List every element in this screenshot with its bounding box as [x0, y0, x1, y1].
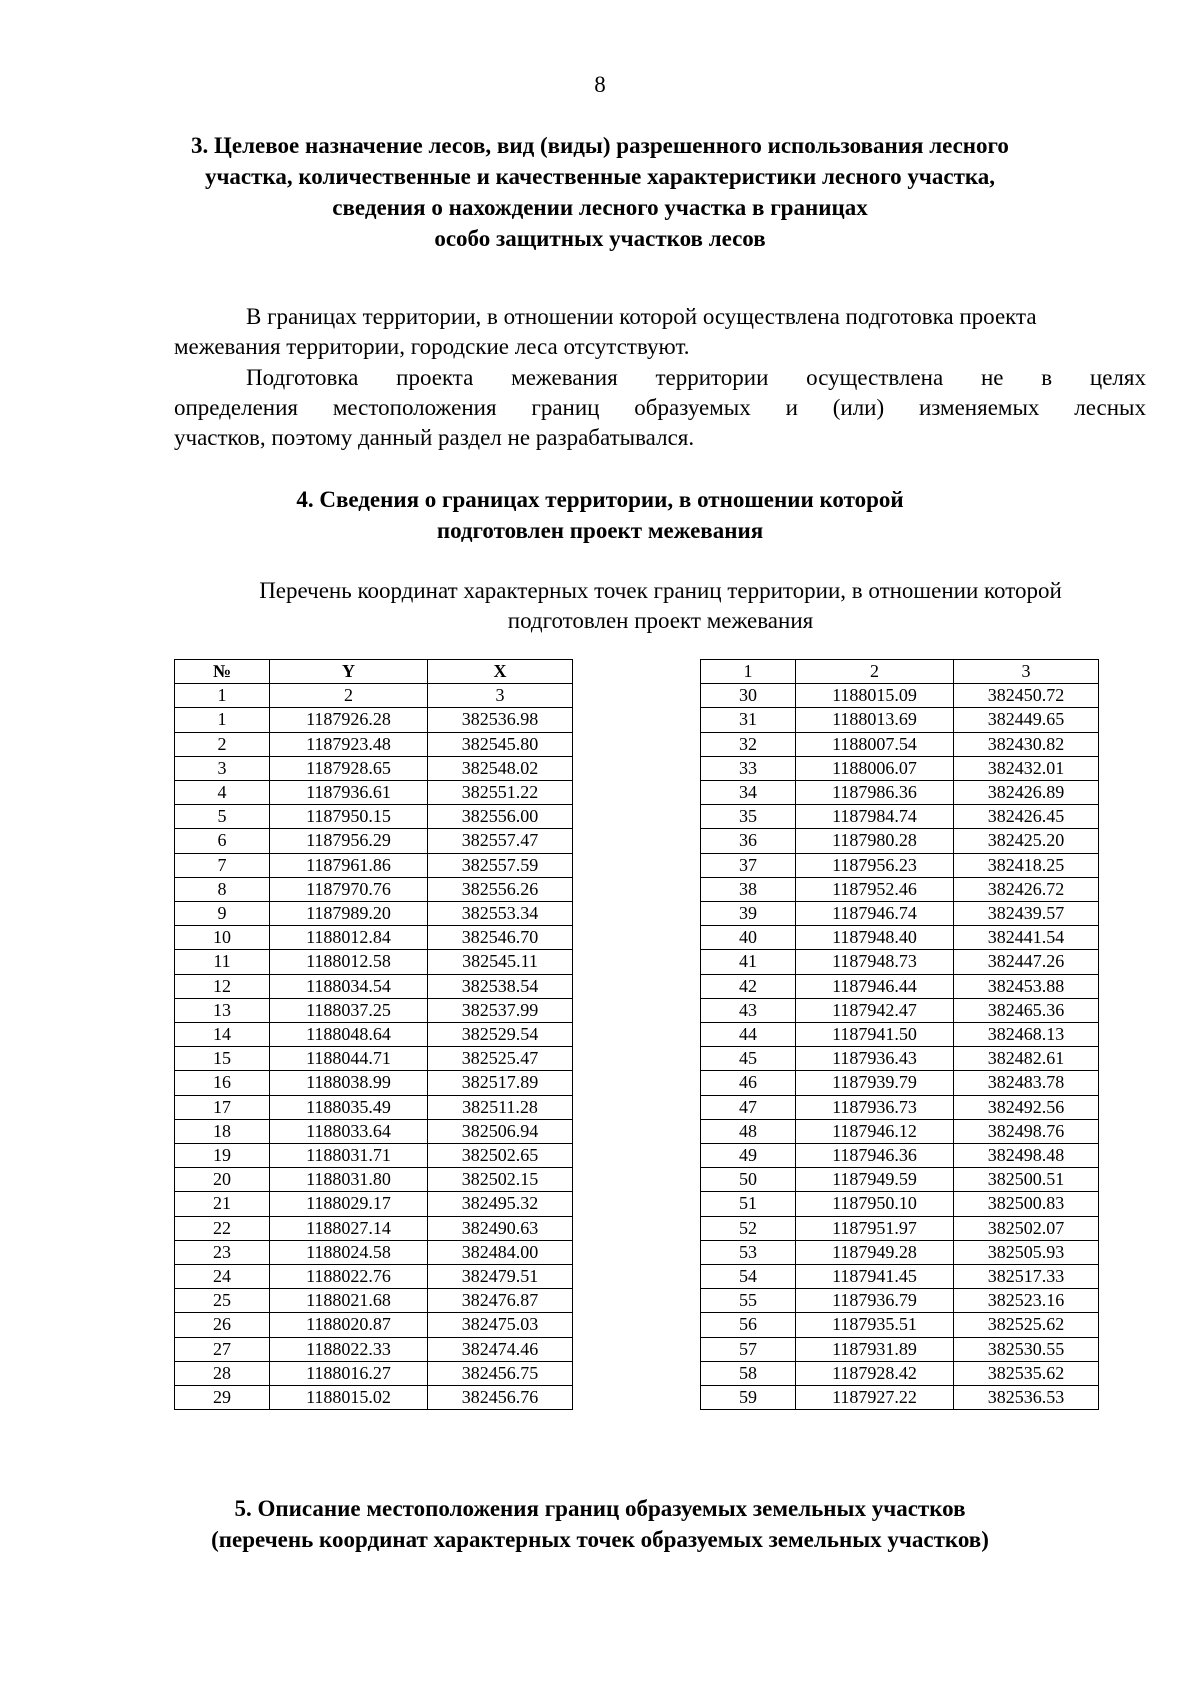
point-number-cell: 17: [175, 1095, 270, 1119]
x-coordinate-cell: 382474.46: [428, 1337, 573, 1361]
point-number-cell: 13: [175, 998, 270, 1022]
y-coordinate-cell: 1187942.47: [796, 998, 954, 1022]
point-number-cell: 5: [175, 805, 270, 829]
x-coordinate-cell: 382502.07: [954, 1216, 1099, 1240]
paragraph-line: Подготовка проекта межевания территории осуществлена не в целях: [246, 365, 1146, 390]
table-row: [701, 805, 1099, 829]
table-row: [175, 1289, 573, 1313]
x-coordinate-cell: 382475.03: [428, 1313, 573, 1337]
y-coordinate-cell: 1188020.87: [270, 1313, 428, 1337]
heading-line: участка, количественные и качественные характеристики лесного участка,: [204, 164, 996, 189]
y-coordinate-cell: 1188013.69: [796, 708, 954, 732]
x-coordinate-cell: 382426.89: [954, 781, 1099, 805]
point-number-cell: 29: [175, 1386, 270, 1410]
x-coordinate-cell: 382545.11: [428, 950, 573, 974]
y-coordinate-cell: 1187948.40: [796, 926, 954, 950]
y-coordinate-cell: 1187952.46: [796, 877, 954, 901]
y-coordinate-cell: 1187936.79: [796, 1289, 954, 1313]
y-coordinate-cell: 1188031.71: [270, 1144, 428, 1168]
point-number-cell: 46: [701, 1071, 796, 1095]
x-coordinate-cell: 382468.13: [954, 1023, 1099, 1047]
point-number-cell: 55: [701, 1289, 796, 1313]
column-number-row: [701, 660, 1099, 684]
paragraph-line: В границах территории, в отношении которой осуществлена подготовка проекта: [246, 304, 1037, 329]
x-coordinate-cell: 382529.54: [428, 1023, 573, 1047]
page-number: 8: [594, 72, 606, 97]
x-coordinate-cell: 382517.89: [428, 1071, 573, 1095]
point-number-cell: 44: [701, 1023, 796, 1047]
x-coordinate-cell: 382556.00: [428, 805, 573, 829]
point-number-cell: 50: [701, 1168, 796, 1192]
table-row: [175, 1192, 573, 1216]
point-number-cell: 1: [175, 708, 270, 732]
column-number: 3: [954, 660, 1099, 684]
paragraph-city-forests: [174, 302, 1146, 362]
y-coordinate-cell: 1187939.79: [796, 1071, 954, 1095]
table-row: [175, 1337, 573, 1361]
y-coordinate-cell: 1187950.10: [796, 1192, 954, 1216]
paragraph-line: участков, поэтому данный раздел не разрабатывался.: [174, 425, 695, 450]
table-row: [701, 1144, 1099, 1168]
table-row: [175, 950, 573, 974]
x-coordinate-cell: 382479.51: [428, 1265, 573, 1289]
point-number-cell: 8: [175, 877, 270, 901]
table-row: [701, 829, 1099, 853]
point-number-cell: 41: [701, 950, 796, 974]
x-coordinate-cell: 382546.70: [428, 926, 573, 950]
y-coordinate-cell: 1187928.42: [796, 1361, 954, 1385]
x-coordinate-cell: 382517.33: [954, 1265, 1099, 1289]
point-number-cell: 23: [175, 1240, 270, 1264]
column-number: 2: [796, 660, 954, 684]
coordinates-table-left: [174, 659, 573, 1410]
x-coordinate-cell: 382418.25: [954, 853, 1099, 877]
y-coordinate-cell: 1187951.97: [796, 1216, 954, 1240]
heading-line: сведения о нахождении лесного участка в границах: [332, 195, 868, 220]
table-row: [175, 1386, 573, 1410]
table-row: [175, 902, 573, 926]
x-coordinate-cell: 382426.72: [954, 877, 1099, 901]
x-coordinate-cell: 382536.98: [428, 708, 573, 732]
table-row: [701, 926, 1099, 950]
y-coordinate-cell: 1187986.36: [796, 781, 954, 805]
x-coordinate-cell: 382430.82: [954, 732, 1099, 756]
section-5-heading: [0, 1493, 1200, 1555]
x-coordinate-cell: 382482.61: [954, 1047, 1099, 1071]
point-number-cell: 49: [701, 1144, 796, 1168]
table-row: [701, 950, 1099, 974]
table-row: [175, 877, 573, 901]
section-4-heading: [0, 484, 1200, 546]
y-coordinate-cell: 1187928.65: [270, 756, 428, 780]
x-coordinate-cell: 382525.62: [954, 1313, 1099, 1337]
x-coordinate-cell: 382441.54: [954, 926, 1099, 950]
y-coordinate-cell: 1188048.64: [270, 1023, 428, 1047]
table-row: [701, 1386, 1099, 1410]
point-number-cell: 14: [175, 1023, 270, 1047]
table-row: [175, 1168, 573, 1192]
table-row: [175, 1313, 573, 1337]
x-coordinate-cell: 382465.36: [954, 998, 1099, 1022]
x-coordinate-cell: 382536.53: [954, 1386, 1099, 1410]
y-coordinate-cell: 1187941.45: [796, 1265, 954, 1289]
y-coordinate-cell: 1187989.20: [270, 902, 428, 926]
header-number: №: [175, 660, 270, 684]
point-number-cell: 34: [701, 781, 796, 805]
y-coordinate-cell: 1188021.68: [270, 1289, 428, 1313]
x-coordinate-cell: 382525.47: [428, 1047, 573, 1071]
y-coordinate-cell: 1187941.50: [796, 1023, 954, 1047]
y-coordinate-cell: 1188037.25: [270, 998, 428, 1022]
y-coordinate-cell: 1187956.29: [270, 829, 428, 853]
x-coordinate-cell: 382502.65: [428, 1144, 573, 1168]
point-number-cell: 45: [701, 1047, 796, 1071]
table-row: [701, 1047, 1099, 1071]
y-coordinate-cell: 1188034.54: [270, 974, 428, 998]
point-number-cell: 39: [701, 902, 796, 926]
y-coordinate-cell: 1187956.23: [796, 853, 954, 877]
table-row: [701, 732, 1099, 756]
point-number-cell: 31: [701, 708, 796, 732]
y-coordinate-cell: 1187936.61: [270, 781, 428, 805]
x-coordinate-cell: 382439.57: [954, 902, 1099, 926]
table-caption: [0, 576, 1200, 636]
table-row: [175, 756, 573, 780]
table-row: [701, 1023, 1099, 1047]
point-number-cell: 4: [175, 781, 270, 805]
y-coordinate-cell: 1187961.86: [270, 853, 428, 877]
x-coordinate-cell: 382495.32: [428, 1192, 573, 1216]
table-row: [701, 1289, 1099, 1313]
y-coordinate-cell: 1187935.51: [796, 1313, 954, 1337]
y-coordinate-cell: 1187946.74: [796, 902, 954, 926]
table-row: [701, 1240, 1099, 1264]
y-coordinate-cell: 1187948.73: [796, 950, 954, 974]
x-coordinate-cell: 382530.55: [954, 1337, 1099, 1361]
y-coordinate-cell: 1187926.28: [270, 708, 428, 732]
point-number-cell: 22: [175, 1216, 270, 1240]
x-coordinate-cell: 382500.51: [954, 1168, 1099, 1192]
y-coordinate-cell: 1187949.59: [796, 1168, 954, 1192]
heading-line: 4. Сведения о границах территории, в отношении которой: [296, 487, 904, 512]
x-coordinate-cell: 382506.94: [428, 1119, 573, 1143]
point-number-cell: 25: [175, 1289, 270, 1313]
y-coordinate-cell: 1188024.58: [270, 1240, 428, 1264]
x-coordinate-cell: 382426.45: [954, 805, 1099, 829]
section-3-heading: [0, 130, 1200, 254]
table-row: [175, 732, 573, 756]
point-number-cell: 28: [175, 1361, 270, 1385]
column-number-row: [175, 684, 573, 708]
x-coordinate-cell: 382545.80: [428, 732, 573, 756]
y-coordinate-cell: 1188006.07: [796, 756, 954, 780]
y-coordinate-cell: 1188029.17: [270, 1192, 428, 1216]
paragraph-line: межевания территории, городские леса отсутствуют.: [174, 334, 690, 359]
x-coordinate-cell: 382537.99: [428, 998, 573, 1022]
coordinates-table-right: [700, 659, 1099, 1410]
table-row: [701, 1265, 1099, 1289]
heading-line: 3. Целевое назначение лесов, вид (виды) разрешенного использования лесного: [191, 133, 1009, 158]
x-coordinate-cell: 382511.28: [428, 1095, 573, 1119]
point-number-cell: 26: [175, 1313, 270, 1337]
table-row: [175, 781, 573, 805]
table-row: [175, 1240, 573, 1264]
y-coordinate-cell: 1187946.12: [796, 1119, 954, 1143]
table-row: [701, 1337, 1099, 1361]
x-coordinate-cell: 382450.72: [954, 684, 1099, 708]
point-number-cell: 58: [701, 1361, 796, 1385]
table-row: [701, 1071, 1099, 1095]
point-number-cell: 40: [701, 926, 796, 950]
x-coordinate-cell: 382557.47: [428, 829, 573, 853]
point-number-cell: 24: [175, 1265, 270, 1289]
table-row: [701, 877, 1099, 901]
x-coordinate-cell: 382476.87: [428, 1289, 573, 1313]
x-coordinate-cell: 382498.76: [954, 1119, 1099, 1143]
point-number-cell: 59: [701, 1386, 796, 1410]
point-number-cell: 32: [701, 732, 796, 756]
y-coordinate-cell: 1188035.49: [270, 1095, 428, 1119]
table-row: [701, 708, 1099, 732]
table-row: [701, 781, 1099, 805]
point-number-cell: 19: [175, 1144, 270, 1168]
caption-line: Перечень координат характерных точек границ территории, в отношении которой: [259, 578, 1062, 603]
x-coordinate-cell: 382425.20: [954, 829, 1099, 853]
point-number-cell: 43: [701, 998, 796, 1022]
y-coordinate-cell: 1188007.54: [796, 732, 954, 756]
table-row: [175, 974, 573, 998]
y-coordinate-cell: 1188012.58: [270, 950, 428, 974]
y-coordinate-cell: 1188022.33: [270, 1337, 428, 1361]
table-row: [701, 902, 1099, 926]
point-number-cell: 51: [701, 1192, 796, 1216]
x-coordinate-cell: 382548.02: [428, 756, 573, 780]
y-coordinate-cell: 1187950.15: [270, 805, 428, 829]
heading-line: 5. Описание местоположения границ образуемых земельных участков: [234, 1496, 966, 1521]
y-coordinate-cell: 1187927.22: [796, 1386, 954, 1410]
point-number-cell: 2: [175, 732, 270, 756]
point-number-cell: 11: [175, 950, 270, 974]
table-row: [701, 974, 1099, 998]
point-number-cell: 12: [175, 974, 270, 998]
x-coordinate-cell: 382483.78: [954, 1071, 1099, 1095]
point-number-cell: 21: [175, 1192, 270, 1216]
point-number-cell: 47: [701, 1095, 796, 1119]
heading-line: особо защитных участков лесов: [434, 226, 766, 251]
column-number: 1: [701, 660, 796, 684]
x-coordinate-cell: 382490.63: [428, 1216, 573, 1240]
x-coordinate-cell: 382453.88: [954, 974, 1099, 998]
x-coordinate-cell: 382523.16: [954, 1289, 1099, 1313]
x-coordinate-cell: 382553.34: [428, 902, 573, 926]
x-coordinate-cell: 382456.75: [428, 1361, 573, 1385]
point-number-cell: 30: [701, 684, 796, 708]
table-row: [175, 1047, 573, 1071]
table-row: [175, 1216, 573, 1240]
paragraph-not-developed: [174, 363, 1146, 453]
x-coordinate-cell: 382492.56: [954, 1095, 1099, 1119]
table-row: [175, 829, 573, 853]
table-row: [701, 1168, 1099, 1192]
x-coordinate-cell: 382557.59: [428, 853, 573, 877]
y-coordinate-cell: 1187936.43: [796, 1047, 954, 1071]
point-number-cell: 6: [175, 829, 270, 853]
y-coordinate-cell: 1187949.28: [796, 1240, 954, 1264]
point-number-cell: 15: [175, 1047, 270, 1071]
y-coordinate-cell: 1188038.99: [270, 1071, 428, 1095]
y-coordinate-cell: 1188012.84: [270, 926, 428, 950]
table-header-row: [175, 660, 573, 684]
point-number-cell: 3: [175, 756, 270, 780]
point-number-cell: 27: [175, 1337, 270, 1361]
y-coordinate-cell: 1188015.02: [270, 1386, 428, 1410]
point-number-cell: 16: [175, 1071, 270, 1095]
y-coordinate-cell: 1187970.76: [270, 877, 428, 901]
table-row: [175, 1144, 573, 1168]
x-coordinate-cell: 382502.15: [428, 1168, 573, 1192]
point-number-cell: 48: [701, 1119, 796, 1143]
point-number-cell: 7: [175, 853, 270, 877]
y-coordinate-cell: 1188033.64: [270, 1119, 428, 1143]
point-number-cell: 57: [701, 1337, 796, 1361]
point-number-cell: 33: [701, 756, 796, 780]
y-coordinate-cell: 1187946.36: [796, 1144, 954, 1168]
table-row: [175, 805, 573, 829]
heading-line: (перечень координат характерных точек образуемых земельных участков): [211, 1527, 989, 1552]
point-number-cell: 9: [175, 902, 270, 926]
x-coordinate-cell: 382551.22: [428, 781, 573, 805]
caption-line: подготовлен проект межевания: [507, 608, 814, 633]
table-row: [701, 1313, 1099, 1337]
y-coordinate-cell: 1187923.48: [270, 732, 428, 756]
table-row: [175, 1095, 573, 1119]
x-coordinate-cell: 382500.83: [954, 1192, 1099, 1216]
x-coordinate-cell: 382484.00: [428, 1240, 573, 1264]
point-number-cell: 38: [701, 877, 796, 901]
point-number-cell: 56: [701, 1313, 796, 1337]
table-row: [175, 1071, 573, 1095]
point-number-cell: 54: [701, 1265, 796, 1289]
x-coordinate-cell: 382449.65: [954, 708, 1099, 732]
point-number-cell: 52: [701, 1216, 796, 1240]
table-row: [701, 1095, 1099, 1119]
column-number: 2: [270, 684, 428, 708]
x-coordinate-cell: 382456.76: [428, 1386, 573, 1410]
table-row: [175, 1119, 573, 1143]
x-coordinate-cell: 382505.93: [954, 1240, 1099, 1264]
y-coordinate-cell: 1188031.80: [270, 1168, 428, 1192]
x-coordinate-cell: 382535.62: [954, 1361, 1099, 1385]
table-row: [175, 998, 573, 1022]
table-row: [175, 1361, 573, 1385]
y-coordinate-cell: 1187984.74: [796, 805, 954, 829]
point-number-cell: 35: [701, 805, 796, 829]
header-x: X: [428, 660, 573, 684]
y-coordinate-cell: 1187980.28: [796, 829, 954, 853]
table-row: [701, 1192, 1099, 1216]
table-row: [701, 1119, 1099, 1143]
point-number-cell: 53: [701, 1240, 796, 1264]
point-number-cell: 42: [701, 974, 796, 998]
x-coordinate-cell: 382556.26: [428, 877, 573, 901]
y-coordinate-cell: 1187936.73: [796, 1095, 954, 1119]
y-coordinate-cell: 1187946.44: [796, 974, 954, 998]
point-number-cell: 10: [175, 926, 270, 950]
point-number-cell: 20: [175, 1168, 270, 1192]
x-coordinate-cell: 382447.26: [954, 950, 1099, 974]
header-y: Y: [270, 660, 428, 684]
x-coordinate-cell: 382432.01: [954, 756, 1099, 780]
table-row: [175, 926, 573, 950]
table-row: [175, 708, 573, 732]
y-coordinate-cell: 1188027.14: [270, 1216, 428, 1240]
point-number-cell: 18: [175, 1119, 270, 1143]
column-number: 3: [428, 684, 573, 708]
table-row: [175, 1265, 573, 1289]
y-coordinate-cell: 1188044.71: [270, 1047, 428, 1071]
table-row: [701, 998, 1099, 1022]
y-coordinate-cell: 1188022.76: [270, 1265, 428, 1289]
table-row: [701, 756, 1099, 780]
heading-line: подготовлен проект межевания: [436, 518, 764, 543]
y-coordinate-cell: 1187931.89: [796, 1337, 954, 1361]
table-row: [701, 1216, 1099, 1240]
point-number-cell: 37: [701, 853, 796, 877]
table-row: [175, 1023, 573, 1047]
y-coordinate-cell: 1188016.27: [270, 1361, 428, 1385]
table-row: [701, 684, 1099, 708]
table-row: [701, 853, 1099, 877]
column-number: 1: [175, 684, 270, 708]
table-row: [701, 1361, 1099, 1385]
x-coordinate-cell: 382538.54: [428, 974, 573, 998]
point-number-cell: 36: [701, 829, 796, 853]
paragraph-line: определения местоположения границ образуемых и (или) изменяемых лесных: [174, 395, 1146, 420]
y-coordinate-cell: 1188015.09: [796, 684, 954, 708]
x-coordinate-cell: 382498.48: [954, 1144, 1099, 1168]
table-row: [175, 853, 573, 877]
